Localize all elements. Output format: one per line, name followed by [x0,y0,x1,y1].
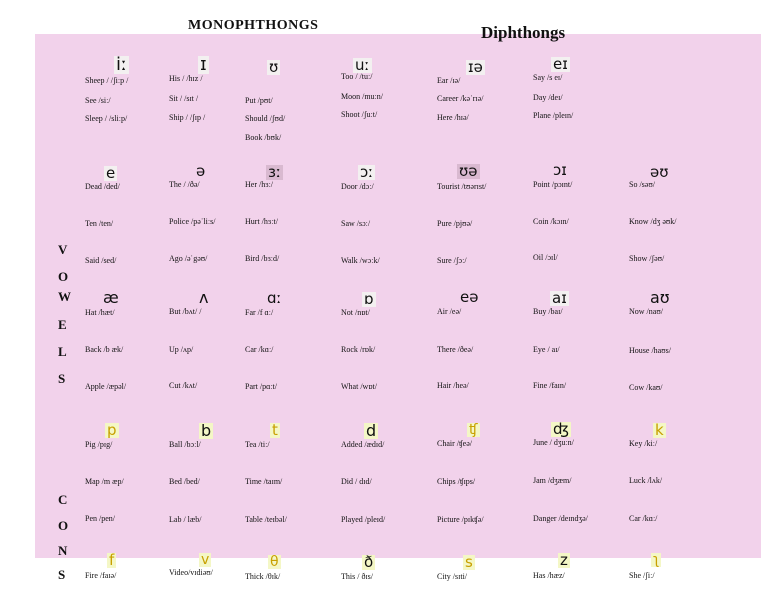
phoneme-symbol: æ [103,288,119,307]
phoneme-symbol: aɪ [552,289,567,307]
example-word: Walk /wɔːk/ [341,256,380,265]
phoneme-symbol: ð [364,553,374,571]
example-word: Hat /hæt/ [85,308,115,317]
example-word: Oil /ɔɪl/ [533,253,558,262]
example-word: Cut /kʌt/ [169,381,198,390]
example-word: Pig /pɪg/ [85,440,113,449]
phoneme-symbol: ə [196,162,206,180]
phoneme-symbol: aʊ [650,288,670,307]
example-word: Point /pɔɪnt/ [533,180,573,189]
phoneme-symbol: uː [355,56,370,74]
example-word: Bed /bed/ [169,477,200,486]
example-word: Lab / læb/ [169,515,202,524]
example-word: This / ðɪs/ [341,572,374,581]
example-word: Back /b æk/ [85,345,124,354]
example-word: Fine /faɪn/ [533,381,567,390]
example-word: Pen /pen/ [85,514,115,523]
phoneme-symbol: ʊ [269,58,279,76]
example-word: Ship / /ʃɪp / [169,113,206,122]
example-word: So /səʊ/ [629,180,655,189]
example-word: Added /ædɪd/ [341,440,385,449]
example-word: Career /kəˈrɪə/ [437,94,484,103]
phoneme-symbol: ʌ [199,288,209,307]
phoneme-symbol: ʤ [553,420,569,438]
example-word: Air /eə/ [437,307,462,316]
example-word: Key /kiː/ [629,439,658,448]
example-word: Bird /bɜːd/ [245,254,280,263]
phoneme-symbol: əʊ [650,163,669,181]
example-word: Too / /tuː/ [341,72,373,81]
example-word: Up /ʌp/ [169,345,194,354]
example-word: Jam /dʒæm/ [533,476,572,485]
phoneme-symbol: ɒ [364,290,374,308]
example-word: Played /pleɪd/ [341,515,386,524]
phoneme-symbol: k [655,421,664,439]
phoneme-symbol: ɔɪ [553,161,567,179]
example-word: Car /kɑː/ [245,345,274,354]
phoneme-symbol: ʊə [459,162,478,180]
side-label-vowels-1: O [58,269,69,284]
phoneme-symbol: ʧ [469,422,478,438]
phoneme-symbol: e [106,164,116,182]
phoneme-symbol: ɪə [468,58,483,76]
side-label-consonants-2: N [58,543,68,558]
phoneme-symbol: θ [270,554,279,570]
example-word: His / /hɪz / [169,74,203,83]
example-word: Part /pɑːt/ [245,382,277,391]
example-word: Door /dɔː/ [341,182,374,191]
example-word: Video/vɪdiəʊ/ [169,568,213,577]
example-word: See /siː/ [85,96,111,105]
example-word: Saw /sɔː/ [341,219,371,228]
example-word: Plane /pleɪn/ [533,111,574,120]
phoneme-symbol: v [201,552,210,568]
phoneme-symbol: ɜː [268,163,282,181]
example-word: Tourist /tʊərɪst/ [437,182,487,191]
example-word: Say /s eɪ/ [533,73,563,82]
phoneme-symbol: d [366,421,377,440]
example-word: There /ðeə/ [437,345,474,354]
side-label-consonants-1: O [58,518,69,533]
example-word: Cow /kaʊ/ [629,383,663,392]
example-word: Rock /rɒk/ [341,345,376,354]
example-word: Did / dɪd/ [341,477,372,486]
example-word: Ten /ten/ [85,219,114,228]
example-word: Dead /ded/ [85,182,120,191]
side-label-vowels-3: E [58,317,67,332]
phoneme-symbol: ɪ [200,54,207,75]
example-word: Know /dʒ əʊk/ [629,217,677,226]
side-label-vowels-2: W [58,289,71,304]
example-word: Now /naʊ/ [629,307,663,316]
example-word: Hurt /hɜːt/ [245,217,278,226]
example-word: What /wɒt/ [341,382,377,391]
example-word: She /ʃiː/ [629,571,655,580]
example-word: Apple /æpəl/ [85,382,127,391]
example-word: Danger /deɪndʒə/ [533,514,588,523]
side-label-consonants-0: C [58,492,68,507]
example-word: Her /hɜː/ [245,180,274,189]
example-word: But /bʌt/ / [169,307,202,316]
side-label-vowels-4: L [58,344,67,359]
example-word: Luck /lʌk/ [629,476,663,485]
example-word: Show /ʃəʊ/ [629,254,665,263]
example-word: Far /f ɑː/ [245,308,274,317]
phoneme-symbol: eə [460,288,479,306]
phoneme-symbol: ʅ [653,552,660,568]
example-word: Said /sed/ [85,256,117,265]
example-word: Has /hæz/ [533,571,565,580]
phoneme-symbol: iː [116,54,128,75]
example-word: Thick /θɪk/ [245,572,281,581]
phoneme-symbol: p [107,421,117,439]
example-word: Should /ʃʊd/ [245,114,286,123]
example-word: Day /deɪ/ [533,93,563,102]
example-word: The / /ðə/ [169,180,200,189]
example-word: Fire /faɪə/ [85,571,117,580]
side-label-vowels-0: V [58,242,68,257]
example-word: Ball /bɔːl/ [169,440,201,449]
example-word: Chair /ʧeə/ [437,439,472,448]
phoneme-symbol: ɔː [360,163,374,181]
example-word: June / dʒuːn/ [533,438,574,447]
phoneme-symbol: s [465,553,473,571]
example-word: Moon /muːn/ [341,92,384,101]
example-word: Put /pʊt/ [245,96,273,105]
example-word: Time /taɪm/ [245,477,283,486]
example-word: Book /bʊk/ [245,133,282,142]
phoneme-symbol: ɑː [267,289,282,307]
example-word: House /haʊs/ [629,346,671,355]
example-word: Shoot /ʃuːt/ [341,110,378,119]
monophthongs-title: MONOPHTHONGS [188,18,319,33]
example-word: Table /teɪbəl/ [245,515,287,524]
example-word: Not /nɒt/ [341,308,370,317]
example-word: Sure /ʃɔː/ [437,256,467,265]
phoneme-symbol: eɪ [553,55,568,73]
example-word: Sheep / /ʃiːp / [85,76,129,85]
example-word: Car /kɑː/ [629,514,658,523]
example-word: Here /hɪə/ [437,113,469,122]
example-word: Police /pəˈliːs/ [169,217,216,226]
example-word: Sit / /sɪt / [169,94,199,103]
phoneme-symbol: f [109,551,115,569]
example-word: Sleep / /sliːp/ [85,114,128,123]
example-word: Tea /tiː/ [245,440,270,449]
example-word: Eye / aɪ/ [533,345,560,354]
example-word: Map /m æp/ [85,477,124,486]
example-word: Buy /baɪ/ [533,307,563,316]
example-word: Coin /kɔɪn/ [533,217,569,226]
example-word: Ear /ɪə/ [437,76,461,85]
side-label-consonants-3: S [58,567,66,582]
example-word: City /sɪti/ [437,572,468,581]
phoneme-symbol: b [201,421,212,440]
phoneme-symbol: t [272,421,278,439]
diphthongs-title: Diphthongs [481,23,566,42]
side-label-vowels-5: S [58,371,66,386]
phoneme-symbol: z [560,551,568,569]
example-word: Ago /əˈgəʊ/ [169,254,208,263]
example-word: Pure /pjʊə/ [437,219,473,228]
example-word: Picture /pɪkʧə/ [437,515,484,524]
example-word: Chips /ʧɪps/ [437,477,476,486]
example-word: Hair /heə/ [437,381,469,390]
